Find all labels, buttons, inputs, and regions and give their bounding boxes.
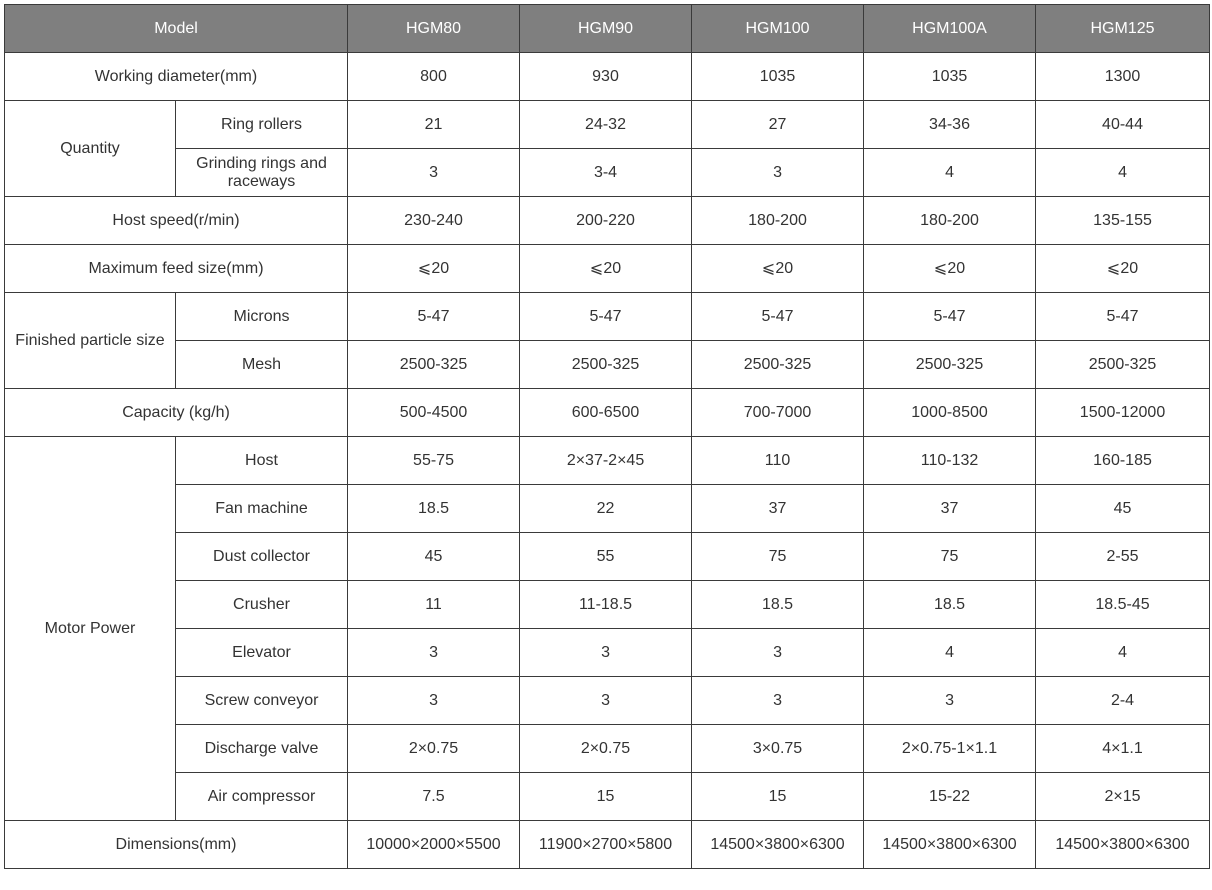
table-cell: 3 bbox=[348, 149, 520, 197]
table-cell: 3 bbox=[520, 677, 692, 725]
table-cell: 2-4 bbox=[1036, 677, 1210, 725]
table-header bbox=[5, 5, 1210, 53]
table-row-motor-screw bbox=[5, 677, 1210, 725]
table-cell: 2×0.75-1×1.1 bbox=[864, 725, 1036, 773]
table-cell: 1300 bbox=[1036, 53, 1210, 101]
table-row-mesh bbox=[5, 341, 1210, 389]
table-cell: 4 bbox=[864, 149, 1036, 197]
table-cell: 37 bbox=[692, 485, 864, 533]
table-row-dimensions bbox=[5, 821, 1210, 869]
table-cell: 14500×3800×6300 bbox=[864, 821, 1036, 869]
row-label: Host speed(r/min) bbox=[5, 197, 348, 245]
table-cell: 700-7000 bbox=[692, 389, 864, 437]
table-cell: 15 bbox=[692, 773, 864, 821]
table-cell: 55 bbox=[520, 533, 692, 581]
table-cell: 18.5 bbox=[348, 485, 520, 533]
model-column-header: HGM80 bbox=[348, 5, 520, 53]
group-label-motor-power: Motor Power bbox=[5, 437, 176, 821]
table-row-capacity bbox=[5, 389, 1210, 437]
table-row-microns bbox=[5, 293, 1210, 341]
table-cell: 18.5-45 bbox=[1036, 581, 1210, 629]
table-cell: 4 bbox=[1036, 149, 1210, 197]
table-cell: 2×0.75 bbox=[348, 725, 520, 773]
table-cell: ⩽20 bbox=[1036, 245, 1210, 293]
table-row-working-diameter bbox=[5, 53, 1210, 101]
table-cell: 18.5 bbox=[864, 581, 1036, 629]
table-cell: 45 bbox=[1036, 485, 1210, 533]
row-label: Working diameter(mm) bbox=[5, 53, 348, 101]
table-cell: 24-32 bbox=[520, 101, 692, 149]
model-column-header: HGM100 bbox=[692, 5, 864, 53]
table-cell: ⩽20 bbox=[520, 245, 692, 293]
table-cell: 3 bbox=[348, 677, 520, 725]
table-cell: 21 bbox=[348, 101, 520, 149]
model-column-header: HGM125 bbox=[1036, 5, 1210, 53]
row-sublabel: Grinding rings and raceways bbox=[176, 149, 348, 197]
table-cell: 4 bbox=[1036, 629, 1210, 677]
table-cell: 200-220 bbox=[520, 197, 692, 245]
table-cell: 27 bbox=[692, 101, 864, 149]
table-cell: 11-18.5 bbox=[520, 581, 692, 629]
table-cell: 3 bbox=[692, 149, 864, 197]
table-cell: 1000-8500 bbox=[864, 389, 1036, 437]
table-cell: 11 bbox=[348, 581, 520, 629]
table-cell: 3×0.75 bbox=[692, 725, 864, 773]
table-cell: 2500-325 bbox=[864, 341, 1036, 389]
table-row-motor-dust bbox=[5, 533, 1210, 581]
table-cell: 15 bbox=[520, 773, 692, 821]
table-cell: 1035 bbox=[692, 53, 864, 101]
table-cell: 3 bbox=[692, 629, 864, 677]
table-row-motor-fan bbox=[5, 485, 1210, 533]
table-cell: 5-47 bbox=[692, 293, 864, 341]
table-cell: ⩽20 bbox=[348, 245, 520, 293]
row-sublabel: Dust collector bbox=[176, 533, 348, 581]
group-label-particle-size: Finished particle size bbox=[5, 293, 176, 389]
table-cell: 2500-325 bbox=[520, 341, 692, 389]
header-row bbox=[5, 5, 1210, 53]
table-cell: 7.5 bbox=[348, 773, 520, 821]
table-cell: 10000×2000×5500 bbox=[348, 821, 520, 869]
table-cell: 15-22 bbox=[864, 773, 1036, 821]
table-cell: 2×37-2×45 bbox=[520, 437, 692, 485]
table-cell: 75 bbox=[864, 533, 1036, 581]
table-cell: ⩽20 bbox=[692, 245, 864, 293]
table-cell: 930 bbox=[520, 53, 692, 101]
table-cell: 110 bbox=[692, 437, 864, 485]
table-cell: 3-4 bbox=[520, 149, 692, 197]
table-cell: 5-47 bbox=[864, 293, 1036, 341]
table-cell: 2-55 bbox=[1036, 533, 1210, 581]
table-cell: 2×15 bbox=[1036, 773, 1210, 821]
table-cell: 110-132 bbox=[864, 437, 1036, 485]
table-cell: ⩽20 bbox=[864, 245, 1036, 293]
row-label: Capacity (kg/h) bbox=[5, 389, 348, 437]
table-cell: 5-47 bbox=[348, 293, 520, 341]
table-cell: 800 bbox=[348, 53, 520, 101]
table-cell: 40-44 bbox=[1036, 101, 1210, 149]
model-header: Model bbox=[5, 5, 348, 53]
row-label: Dimensions(mm) bbox=[5, 821, 348, 869]
table-cell: 2×0.75 bbox=[520, 725, 692, 773]
table-cell: 3 bbox=[520, 629, 692, 677]
table-cell: 34-36 bbox=[864, 101, 1036, 149]
table-row-motor-discharge bbox=[5, 725, 1210, 773]
table-cell: 5-47 bbox=[520, 293, 692, 341]
table-cell: 135-155 bbox=[1036, 197, 1210, 245]
row-sublabel: Screw conveyor bbox=[176, 677, 348, 725]
table-cell: 2500-325 bbox=[348, 341, 520, 389]
table-cell: 500-4500 bbox=[348, 389, 520, 437]
table-row-motor-air bbox=[5, 773, 1210, 821]
table-cell: 180-200 bbox=[864, 197, 1036, 245]
table-cell: 230-240 bbox=[348, 197, 520, 245]
table-cell: 45 bbox=[348, 533, 520, 581]
table-row-motor-crusher bbox=[5, 581, 1210, 629]
row-sublabel: Mesh bbox=[176, 341, 348, 389]
row-sublabel: Fan machine bbox=[176, 485, 348, 533]
table-cell: 600-6500 bbox=[520, 389, 692, 437]
table-cell: 22 bbox=[520, 485, 692, 533]
table-body bbox=[5, 53, 1210, 869]
table-cell: 11900×2700×5800 bbox=[520, 821, 692, 869]
table-cell: 180-200 bbox=[692, 197, 864, 245]
table-cell: 55-75 bbox=[348, 437, 520, 485]
table-cell: 3 bbox=[692, 677, 864, 725]
table-cell: 14500×3800×6300 bbox=[1036, 821, 1210, 869]
row-sublabel: Air compressor bbox=[176, 773, 348, 821]
table-row-max-feed bbox=[5, 245, 1210, 293]
table-cell: 4 bbox=[864, 629, 1036, 677]
spec-table bbox=[4, 4, 1210, 869]
table-row-host-speed bbox=[5, 197, 1210, 245]
table-row-grinding-rings bbox=[5, 149, 1210, 197]
table-cell: 1035 bbox=[864, 53, 1036, 101]
model-column-header: HGM90 bbox=[520, 5, 692, 53]
table-cell: 3 bbox=[348, 629, 520, 677]
table-cell: 2500-325 bbox=[692, 341, 864, 389]
row-sublabel: Discharge valve bbox=[176, 725, 348, 773]
row-sublabel: Microns bbox=[176, 293, 348, 341]
table-cell: 75 bbox=[692, 533, 864, 581]
model-column-header: HGM100A bbox=[864, 5, 1036, 53]
table-cell: 3 bbox=[864, 677, 1036, 725]
table-cell: 37 bbox=[864, 485, 1036, 533]
table-cell: 1500-12000 bbox=[1036, 389, 1210, 437]
table-cell: 160-185 bbox=[1036, 437, 1210, 485]
row-sublabel: Host bbox=[176, 437, 348, 485]
table-cell: 2500-325 bbox=[1036, 341, 1210, 389]
table-cell: 14500×3800×6300 bbox=[692, 821, 864, 869]
row-sublabel: Crusher bbox=[176, 581, 348, 629]
group-label-quantity: Quantity bbox=[5, 101, 176, 197]
table-cell: 5-47 bbox=[1036, 293, 1210, 341]
table-row-ring-rollers bbox=[5, 101, 1210, 149]
table-row-motor-elevator bbox=[5, 629, 1210, 677]
table-cell: 4×1.1 bbox=[1036, 725, 1210, 773]
table-cell: 18.5 bbox=[692, 581, 864, 629]
row-label: Maximum feed size(mm) bbox=[5, 245, 348, 293]
row-sublabel: Ring rollers bbox=[176, 101, 348, 149]
table-row-motor-host bbox=[5, 437, 1210, 485]
row-sublabel: Elevator bbox=[176, 629, 348, 677]
